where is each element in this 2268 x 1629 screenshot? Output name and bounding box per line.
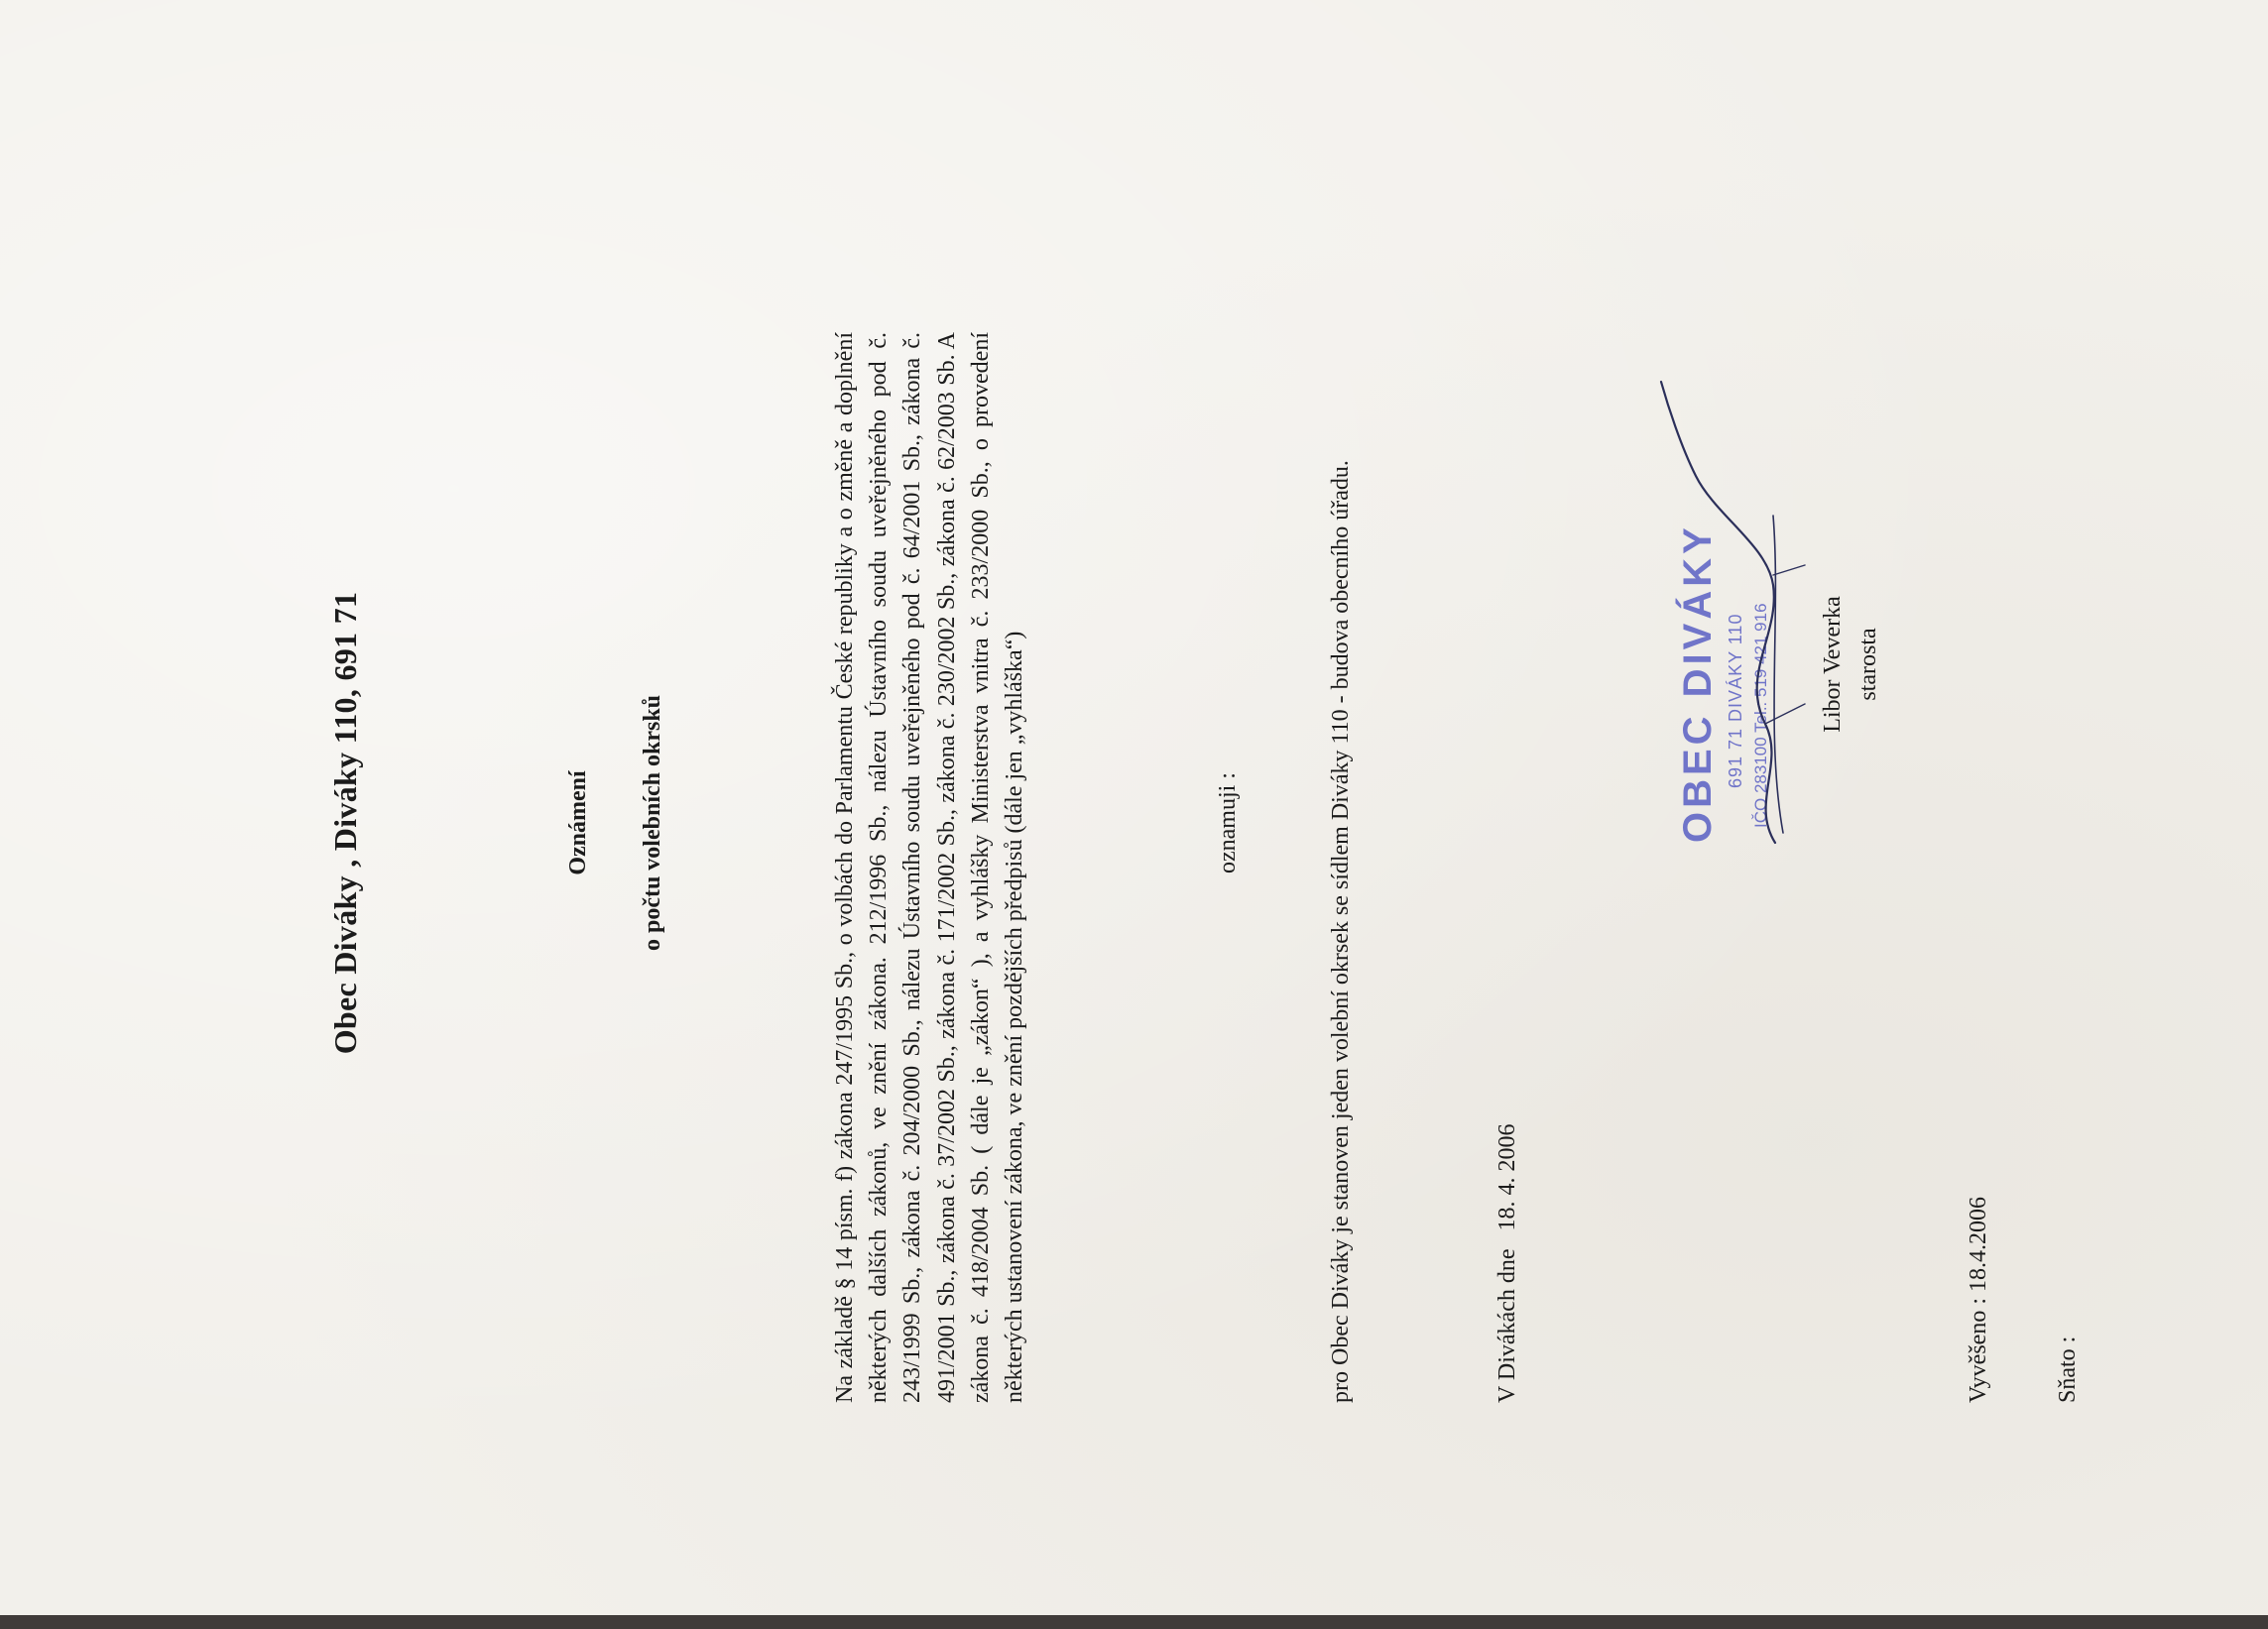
document-page <box>139 218 2081 1428</box>
signer-role: starosta <box>1855 628 1881 701</box>
scanner-bottom-edge <box>0 1615 2268 1629</box>
place-and-date: V Divákách dne 18. 4. 2006 <box>1494 1123 1520 1403</box>
posted-date: Vyvěšeno : 18.4.2006 <box>1966 1197 1991 1403</box>
signer-block <box>1815 456 1886 873</box>
announce-line: oznamuji : <box>1215 772 1241 873</box>
document-title: Oznámení <box>565 770 591 875</box>
legal-basis-paragraph: Na základě § 14 písm. f) zákona 247/1995 Sb., o volbách do Parlamentu České republiky a o změně a doplnění některých dalších zákonů, ve znění zákona. 212/1996 Sb., nálezu Ústavního soudu uveřejněného pod č. 243/1999 Sb., zákona č. 204/2000 Sb., nálezu Ústavního soudu uveřejněného pod č. 64/2001 Sb., zákona č. 491/2001 Sb., zákona č. 37/2002 Sb., zákona č. 171/2002 Sb., zákona č. 230/2002 Sb., zákona č. 62/2003 Sb. A zákona č. 418/2004 Sb. ( dále je „zákon“ ), a vyhlášky Ministerstva vnitra č. 233/2000 Sb., o provedení některých ustanovení zákona, ve znění pozdějších předpisů (dále jen „vyhláška“) <box>832 332 1028 1403</box>
removed-date: Sňato : <box>2055 1336 2081 1403</box>
stamp-title: OBEC DIVÁKY <box>1676 524 1720 843</box>
handwritten-signature <box>1656 377 1815 873</box>
signer-name: Libor Veverka <box>1820 596 1846 733</box>
announcement-statement: pro Obec Diváky je stanoven jeden volební okrsek se sídlem Diváky 110 - budova obecního úřadu. <box>1328 460 1354 1403</box>
posting-record <box>1904 1197 2142 1403</box>
document-subtitle: o počtu volebních okrsků <box>640 694 665 952</box>
municipality-header: Obec Diváky , Diváky 110, 691 71 <box>327 591 363 1055</box>
stamp-address: 691 71 DIVÁKY 110 <box>1726 613 1745 788</box>
stamp-contact: IČO 283100 Tel.: 519 421 916 <box>1751 603 1770 828</box>
